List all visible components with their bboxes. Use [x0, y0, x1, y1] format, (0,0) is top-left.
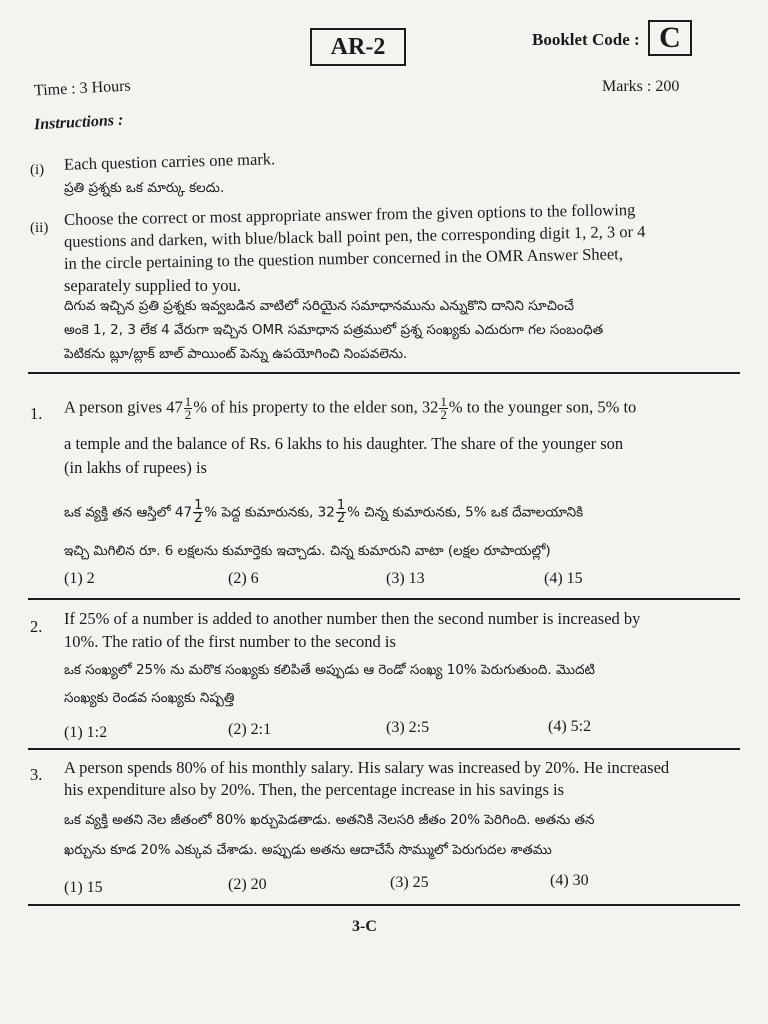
answer-option: (1) 2 — [64, 570, 95, 587]
fraction: $\frac{1}{2}$ — [184, 394, 192, 422]
instruction-marker: (i) — [30, 162, 45, 178]
answer-option: (2) 20 — [228, 876, 267, 893]
answer-option: (1) 1:2 — [64, 724, 108, 741]
answer-option: (2) 6 — [228, 570, 259, 587]
question-text-english: his expenditure also by 20%. Then, the percentage increase in his savings is — [64, 780, 565, 799]
fraction: $\frac{1}{2}$ — [194, 498, 203, 526]
answer-option: (4) 5:2 — [548, 718, 592, 735]
section-divider — [28, 372, 740, 374]
question-text-english: A person gives 47 $\frac{1}{2}$ % of his property to the elder son, 32 $\frac{1}{2}$ % to the younger son, 5% to — [64, 394, 637, 422]
instruction-text-english: Choose the correct or most appropriate answer from the given options to the following — [63, 200, 636, 229]
question-divider — [28, 748, 740, 750]
question-number: 1. — [30, 404, 43, 423]
answer-option: (1) 15 — [64, 879, 103, 896]
instruction-text-telugu: అంకె 1, 2, 3 లేక 4 వేరుగా ఇచ్చిన OMR సమాధాన పత్రములో ప్రశ్న సంఖ్యకు ఎదురుగా గల సంబంధిత — [64, 322, 604, 338]
instruction-text-english: Each question carries one mark. — [63, 149, 276, 174]
paper-code-box: AR-2 — [310, 28, 406, 66]
answer-option: (3) 25 — [390, 874, 429, 891]
question-text-telugu: ఇచ్చి మిగిలిన రూ. 6 లక్షలను కుమార్తెకు ఇచ్చాడు. చిన్న కుమారుని వాటా (లక్షల రూపాయల్లో) — [64, 543, 551, 559]
booklet-code-box: C — [648, 20, 692, 56]
question-text-telugu: ఖర్చును కూడ 20% ఎక్కువ చేశాడు. అప్పుడు అతను ఆదాచేసే సొమ్ములో పెరుగుదల శాతము — [64, 842, 552, 858]
question-text-telugu: సంఖ్యకు రెండవ సంఖ్యకు నిష్పత్తి — [64, 690, 235, 706]
answer-option: (3) 13 — [386, 570, 425, 587]
question-text-english: a temple and the balance of Rs. 6 lakhs to his daughter. The share of the younger son — [64, 434, 624, 453]
time-label: Time : 3 Hours — [33, 77, 132, 100]
question-text-english: A person spends 80% of his monthly salary. His salary was increased by 20%. He increased — [64, 758, 670, 777]
question-divider — [28, 598, 740, 600]
question-text-telugu: ఒక వ్యక్తి అతని నెల జీతంలో 80% ఖర్చుపెడతాడు. అతనికి నెలసరి జీతం 20% పెరిగింది. అతను తన — [64, 812, 595, 828]
fraction: $\frac{1}{2}$ — [336, 498, 346, 526]
instruction-text-english: questions and darken, with blue/black ball point pen, the corresponding digit 1, 2, 3 or 4 — [63, 221, 646, 251]
question-divider — [28, 904, 740, 906]
answer-option: (2) 2:1 — [228, 721, 272, 738]
page-number: 3-C — [352, 918, 377, 935]
answer-option: (4) 15 — [544, 570, 583, 587]
fraction: $\frac{1}{2}$ — [440, 394, 447, 422]
question-text-english: 10%. The ratio of the first number to the second is — [64, 632, 396, 651]
instruction-text-english: in the circle pertaining to the question number concerned in the OMR Answer Sheet, — [63, 244, 624, 273]
instruction-marker: (ii) — [30, 220, 49, 236]
instruction-text-telugu: పెటికను బ్లూ/బ్లాక్ బాల్ పాయింట్ పెన్ను ఉపయోగించి నింపవలెను. — [64, 346, 408, 362]
marks-label: Marks : 200 — [602, 78, 680, 95]
question-text-telugu: ఒక సంఖ్యలో 25% ను మరొక సంఖ్యకు కలిపితే అప్పుడు ఆ రెండో సంఖ్య 10% పెరుగుతుంది. మొదటి — [64, 662, 595, 678]
booklet-code-label: Booklet Code : — [532, 30, 640, 49]
instruction-text-telugu: దిగువ ఇచ్చిన ప్రతి ప్రశ్నకు ఇవ్వబడిన వాటిలో సరియైన సమాధానమును ఎన్నుకొని దానిని సూచించే — [64, 298, 575, 314]
instruction-text-telugu: ప్రతి ప్రశ్నకు ఒక మార్కు కలదు. — [64, 180, 225, 196]
question-text-english: (in lakhs of rupees) is — [64, 458, 207, 477]
question-number: 2. — [30, 617, 43, 636]
instructions-heading: Instructions : — [33, 111, 124, 134]
instruction-text-english: separately supplied to you. — [64, 276, 241, 295]
question-text-english: If 25% of a number is added to another number then the second number is increased by — [64, 609, 641, 628]
answer-option: (4) 30 — [550, 872, 589, 889]
question-text-telugu: ఒక వ్యక్తి తన ఆస్తిలో 47 $\frac{1}{2}$ % పెద్ద కుమారునకు, 32 $\frac{1}{2}$ % చిన్న కుమారునకు, 5% ఒక దేవాలయానికి — [64, 498, 584, 526]
question-number: 3. — [30, 765, 43, 784]
answer-option: (3) 2:5 — [386, 719, 430, 736]
